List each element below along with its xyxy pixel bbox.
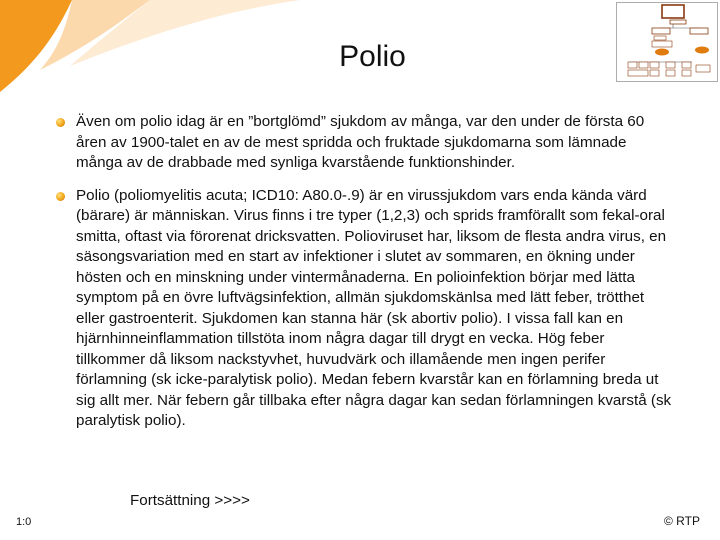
bullet-text: Även om polio idag är en ”bortglömd” sjukdom av många, var den under de första 60 åren av 1900-talet en av de mest spridda och fruktade sjukdomarna som lämnade många av de drabbade med synliga kvarstående funktionshinder. — [76, 113, 645, 171]
orange-sphere-bullet-icon — [56, 192, 65, 201]
slide-title: Polio — [339, 40, 406, 73]
bullet-item — [56, 186, 676, 432]
bullet-text: Polio (poliomyelitis acuta; ICD10: A80.0-.9) är en virussjukdom vars enda kända värd (bärare) är människan. Virus finns i tre typer (1,2,3) och sprids framförallt som fekal-oral smitta, oftast via förorenat dricksvatten. Polioviruset har, liksom de flesta andra virus, en säsongsvariation med en start av infektioner i slutet av sommaren, en ökning under hösten och en minskning under vintermånaderna. En polioinfektion börjar med lätta symptom på en övre luftvägsinfektion, allmän sjukdomskänlsa med lätt feber, trötthet eller gastroenterit. Sjukdomen kan stanna här (sk abortiv polio). I vissa fall kan en hjärnhinneinflammation tillstöta inom några dagar till drygt en vecka. Hög feber tillkommer då liksom nackstyvhet, huvudvärk och illamående men ingen perifer förlamning (sk icke-paralytisk polio). Medan febern kvarstår kan en förlamning breda ut sig allt mer. När febern går tillbaka efter några dagar kan sedan förlamningen kvarstå (sk paralytisk polio). — [76, 186, 672, 429]
bullet-item — [56, 112, 676, 174]
slide-number: 1:0 — [16, 516, 32, 528]
continue-link[interactable]: Fortsättning >>>> — [130, 492, 250, 509]
bullet-list — [56, 112, 676, 444]
copyright-label: © RTP — [664, 514, 700, 528]
orange-sphere-bullet-icon — [56, 118, 65, 127]
